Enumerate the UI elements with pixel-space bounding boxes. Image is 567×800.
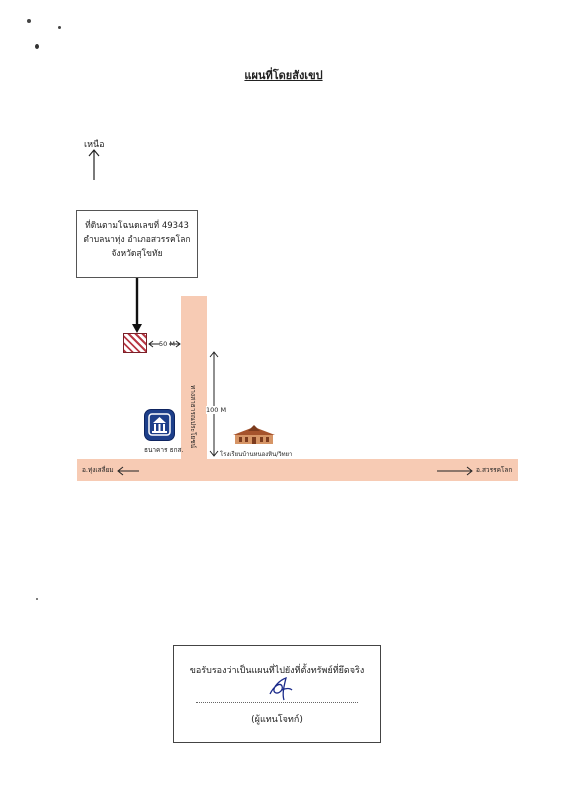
school-building-icon bbox=[231, 425, 277, 445]
plot-deed-line: ที่ดินตามโฉนดเลขที่ 49343 bbox=[85, 221, 189, 231]
north-arrow-icon bbox=[86, 148, 102, 182]
school-label: โรงเรียนบ้านหนองหิน/วิทยา bbox=[220, 451, 293, 458]
direction-right-arrow-icon bbox=[437, 466, 473, 476]
map-title: แผนที่โดยสังเขป bbox=[244, 69, 323, 82]
bank-label: ธนาคาร ธกส. bbox=[144, 446, 184, 454]
certification-box bbox=[173, 645, 381, 743]
certification-statement: ขอรับรองว่าเป็นแผนที่ไปยังที่ตั้งทรัพย์ที่ยึดจริง bbox=[189, 666, 365, 676]
direction-right-label: อ.สวรรคโลก bbox=[476, 466, 513, 474]
bank-logo bbox=[144, 409, 175, 441]
scan-mark bbox=[35, 44, 39, 49]
plot-info-box bbox=[76, 210, 198, 278]
direction-left-label: อ.ทุ่งเสลี่ยม bbox=[82, 466, 114, 474]
certification-signer: (ผู้แทนโจทก์) bbox=[251, 715, 303, 725]
signature-line bbox=[196, 702, 358, 703]
direction-left-arrow-icon bbox=[117, 466, 139, 476]
signature-mark bbox=[266, 676, 294, 702]
distance-vertical-arrow-icon bbox=[208, 350, 220, 458]
plot-district-line: ตำบลนาทุ่ง อำเภอสวรรคโลก bbox=[83, 235, 191, 245]
plot-marker bbox=[123, 333, 147, 353]
distance-school-label: 100 M bbox=[206, 406, 227, 414]
bank-emblem-icon bbox=[145, 410, 174, 440]
scan-mark bbox=[58, 26, 61, 29]
distance-right-arrow-icon bbox=[169, 340, 181, 348]
distance-plot-label: 50 M bbox=[159, 340, 175, 348]
north-label: เหนือ bbox=[84, 140, 105, 150]
plot-province-line: จังหวัดสุโขทัย bbox=[111, 249, 163, 259]
scan-mark bbox=[27, 19, 31, 23]
plot-pointer-arrow-icon bbox=[130, 278, 144, 334]
scan-mark bbox=[36, 598, 38, 600]
